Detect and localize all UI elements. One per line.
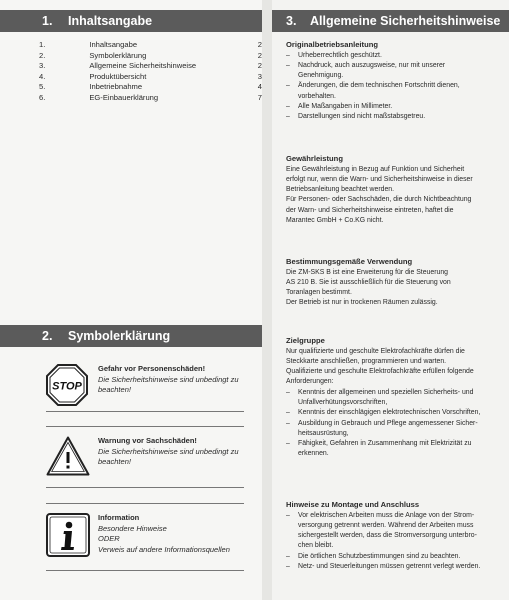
paragraph-line: Anforderungen:	[286, 378, 334, 386]
list-item-text: Kenntnis der einschlägigen elektrotechnischen Vorschriften,	[298, 409, 481, 417]
list-item-text: Die örtlichen Schutzbestimmungen sind zu beachten.	[298, 552, 461, 560]
symbol-title: Warnung vor Sachschäden!	[98, 436, 197, 445]
toc-title: Produktübersicht	[89, 71, 147, 81]
toc-number: 6.	[39, 92, 46, 102]
toc-title: Inhaltsangabe	[89, 40, 138, 49]
block-heading: Originalbetriebsanleitung	[286, 40, 378, 49]
symbol-title: Gefahr vor Personenschäden!	[98, 364, 206, 373]
paragraph-line: Qualifizierte und geschulte Elektrofachkräfte erfüllen folgende	[286, 368, 474, 376]
list-item-text: Netz- und Steuerleitungen müssen getrennt verlegt werden.	[298, 562, 481, 570]
symbol-title: Information	[98, 513, 140, 522]
symbol-stop-block	[46, 364, 244, 408]
paragraph-line: Nur qualifizierte und geschulte Elektrofachkräfte dürfen die	[286, 347, 465, 355]
list-item	[286, 552, 506, 562]
list-item	[286, 419, 506, 440]
block-heading: Zielgruppe	[286, 336, 325, 345]
list-item	[286, 112, 506, 122]
toc-number: 1.	[39, 40, 46, 49]
warning-triangle-icon	[46, 436, 90, 481]
list-item-text: erkennen.	[298, 450, 329, 458]
list-item-text: Vor elektrischen Arbeiten muss die Anlage von der Strom-	[298, 511, 475, 519]
paragraph-line: Die ZM-SKS B ist eine Erweiterung für die Steuerung	[286, 268, 449, 276]
toc-number: 4.	[39, 71, 46, 81]
list-item	[286, 511, 506, 552]
symbol-line: Verweis auf andere Informationsquellen	[98, 544, 230, 554]
list-item-text: Alle Maßangaben in Millimeter.	[298, 102, 393, 110]
list-item-text: heitsausrüstung,	[298, 429, 349, 437]
stop-icon-text: STOP	[52, 380, 82, 393]
list-item-text: Urheberrechtlich geschützt.	[298, 51, 382, 59]
toc-page: 7	[257, 92, 262, 102]
list-item	[286, 439, 506, 460]
toc-row[interactable]	[0, 93, 262, 104]
list-item-text: sichergestellt werden, dass die Stromversorgung unterbro-	[298, 532, 477, 540]
block-heading: Gewährleistung	[286, 154, 343, 163]
section-1-number: 1.	[42, 14, 53, 28]
divider	[46, 411, 244, 412]
section-3-header	[272, 10, 509, 32]
paragraph-line: Der Betrieb ist nur in trockenen Räumen zulässig.	[286, 299, 438, 307]
symbol-line: Die Sicherheitshinweise sind unbedingt zu	[98, 374, 239, 384]
toc-page: 2	[257, 40, 262, 49]
symbol-line: Besondere Hinweise	[98, 523, 167, 533]
list-item-text: chen bleibt.	[298, 542, 334, 550]
section-3-title: Allgemeine Sicherheitshinweise	[310, 14, 501, 28]
symbol-line: beachten!	[98, 457, 131, 466]
divider	[46, 570, 244, 571]
block-heading: Bestimmungsgemäße Verwendung	[286, 257, 413, 266]
paragraph-line: erfolgt nur, wenn die Warn- und Sicherheitshinweise in dieser	[286, 175, 473, 183]
section-2-number: 2.	[42, 329, 53, 343]
paragraph-line: Für Personen- oder Sachschäden, die durch Nichtbeachtung	[286, 196, 472, 204]
paragraph-line: Eine Gewährleistung in Bezug auf Funktion und Sicherheit	[286, 165, 465, 173]
divider	[46, 487, 244, 488]
block-heading: Hinweise zu Montage und Anschluss	[286, 500, 420, 509]
information-icon	[46, 513, 90, 562]
list-item-text: Fähigkeit, Gefahren in Zusammenhang mit Elektrizität zu	[298, 440, 472, 448]
divider	[46, 503, 244, 504]
list-item	[286, 61, 506, 82]
block-assembly-notes	[286, 500, 506, 572]
toc-title: Symbolerklärung	[89, 50, 147, 60]
symbol-text	[98, 513, 244, 555]
list-item-text: Unfallverhütungsvorschriften,	[298, 398, 388, 406]
section-2-title: Symbolerklärung	[68, 329, 171, 343]
toc-page: 2	[257, 50, 262, 60]
section-1-header	[0, 10, 262, 32]
symbol-text	[98, 364, 244, 396]
symbol-line: ODER	[98, 534, 120, 543]
column-gutter	[262, 0, 272, 600]
toc-page: 2	[257, 61, 262, 71]
block-intended-use	[286, 257, 506, 309]
stop-icon	[46, 364, 88, 411]
toc-number: 5.	[39, 82, 46, 92]
table-of-contents	[0, 40, 262, 104]
toc-number: 3.	[39, 61, 46, 71]
list-item	[286, 51, 506, 61]
paragraph-line: der Warn- und Sicherheitshinweise eintreten, haftet die	[286, 206, 454, 214]
list-item-text: Darstellungen sind nicht maßstabsgetreu.	[298, 113, 426, 121]
list-item	[286, 81, 506, 102]
bullet-list	[286, 511, 506, 573]
paragraph-line: Steckkarte anschließen, programmieren und warten.	[286, 357, 447, 365]
list-item	[286, 408, 506, 418]
symbol-line: beachten!	[98, 385, 131, 394]
list-item-text: Ausbildung in Gebrauch und Pflege angemessener Sicher-	[298, 419, 478, 427]
toc-title: Inbetriebnahme	[89, 82, 143, 92]
block-target-group	[286, 336, 506, 460]
symbol-line: Die Sicherheitshinweise sind unbedingt zu	[98, 446, 239, 456]
list-item-text: vorbehalten.	[298, 92, 336, 100]
block-warranty	[286, 154, 506, 226]
bullet-list	[286, 388, 506, 460]
toc-row[interactable]	[0, 82, 262, 93]
paragraph-line: Toranlagen bestimmt.	[286, 289, 352, 297]
paragraph-line: Marantec GmbH + Co.KG nicht.	[286, 216, 384, 224]
list-item-text: Kenntnis der allgemeinen und speziellen Sicherheits- und	[298, 388, 474, 396]
section-3-number: 3.	[286, 14, 297, 28]
toc-row[interactable]	[0, 72, 262, 83]
block-original-manual	[286, 40, 506, 123]
list-item-text: Nachdruck, auch auszugsweise, nur mit unserer	[298, 61, 446, 69]
symbol-information-block	[46, 513, 244, 565]
toc-number: 2.	[39, 50, 46, 60]
list-item-text: Änderungen, die dem technischen Fortschritt dienen,	[298, 82, 460, 90]
divider	[46, 426, 244, 427]
section-1-title: Inhaltsangabe	[68, 14, 153, 28]
toc-page: 3	[257, 71, 262, 81]
list-item	[286, 102, 506, 112]
bullet-list	[286, 51, 506, 123]
toc-title: EG-Einbauerklärung	[89, 92, 159, 102]
toc-row[interactable]	[0, 61, 262, 72]
list-item	[286, 562, 506, 572]
toc-title: Allgemeine Sicherheitshinweise	[89, 61, 197, 71]
list-item	[286, 388, 506, 409]
toc-page: 4	[257, 82, 262, 92]
paragraph-line: Betriebsanleitung beachtet werden.	[286, 186, 395, 194]
toc-row[interactable]	[0, 51, 262, 62]
section-2-header	[0, 325, 262, 347]
list-item-text: Genehmigung.	[298, 72, 344, 80]
paragraph-line: AS 210 B. Sie ist ausschließlich für die Steuerung von	[286, 278, 451, 286]
symbol-warning-block	[46, 436, 244, 482]
symbol-text	[98, 436, 244, 468]
list-item-text: versorgung getrennt werden. Während der Arbeiten muss	[298, 521, 474, 529]
toc-row[interactable]	[0, 40, 262, 51]
